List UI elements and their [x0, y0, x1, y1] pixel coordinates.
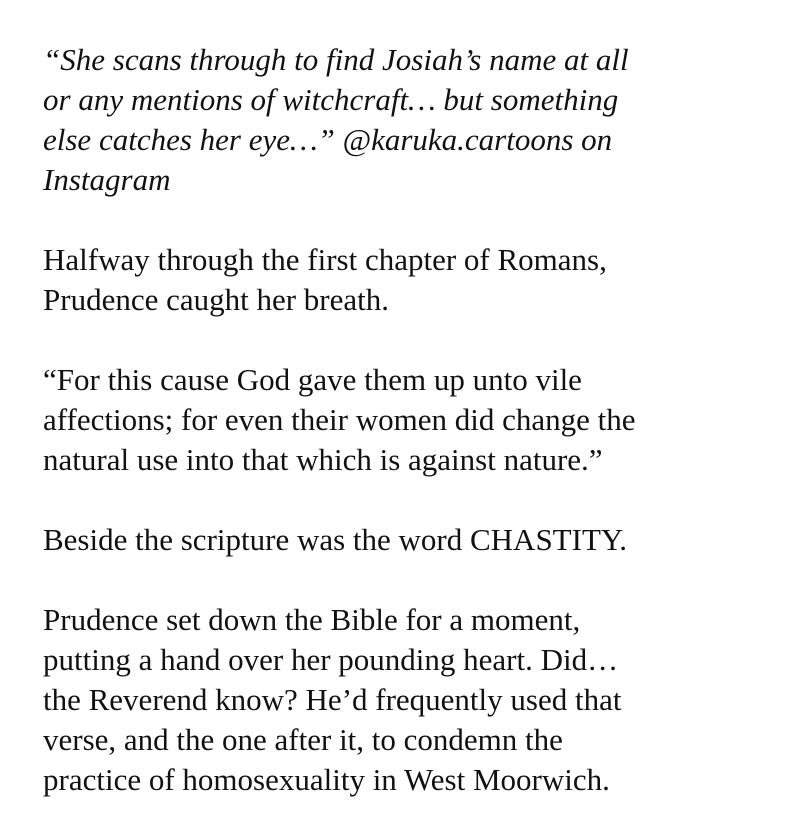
paragraph-chastity: Beside the scripture was the word CHASTITY.: [43, 522, 628, 557]
image-caption: “She scans through to find Josiah’s name at all or any mentions of witchcraft… but something else catches her eye…” @karuka.cartoons on Instagram: [43, 42, 629, 197]
paragraph-scripture-quote: “For this cause God gave them up unto vile affections; for even their women did change the natural use into that which is against nature.”: [43, 362, 636, 477]
document-page: [43, 40, 763, 840]
paragraph-reverend: Prudence set down the Bible for a moment, putting a hand over her pounding heart. Did… the Reverend know? He’d frequently used that verse, and the one after it, to condemn the practice of homosexuality in West Moorwich.: [43, 602, 622, 797]
paragraph-romans: Halfway through the first chapter of Romans, Prudence caught her breath.: [43, 242, 607, 317]
